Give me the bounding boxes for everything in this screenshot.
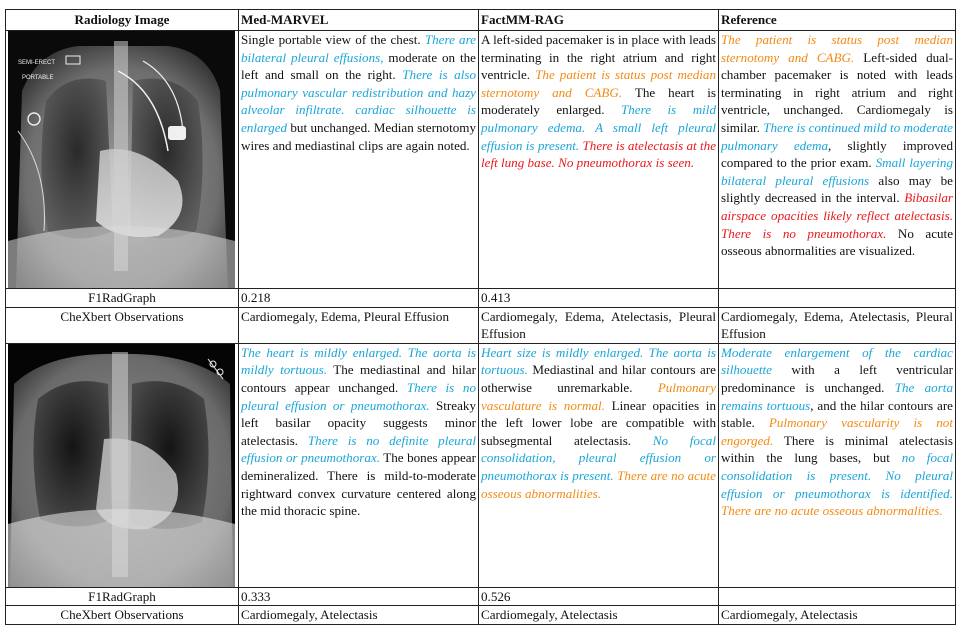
- report-segment-cyan: no focal consolidation is present. No pleural effusion or pneumothorax is identified.: [721, 450, 953, 501]
- report-segment-red: There is atelectasis at the left lung base. No pneumothorax is seen.: [481, 137, 717, 171]
- case1-reference-report: [719, 31, 956, 289]
- case2-f1-label: F1RadGraph: [6, 587, 239, 606]
- case2-chexbert-reference: Cardiomegaly, Atelectasis: [719, 606, 956, 625]
- header-med-marvel: Med-MARVEL: [239, 10, 479, 31]
- case1-chexbert-med-marvel: Cardiomegaly, Edema, Pleural Effusion: [239, 307, 479, 343]
- report-segment-cyan: Moderate enlargement of the cardiac silhouette: [721, 344, 953, 378]
- case2-factmm-rag-report: [479, 343, 719, 587]
- report-segment-cyan: There is continued mild to moderate pulmonary edema: [721, 119, 953, 153]
- report-segment-plain: There is minimal atelectasis within the lung bases, but: [721, 432, 953, 466]
- report-segment-plain: A left-sided pacemaker is in place with leads terminating in the right atrium and right ventricle.: [481, 32, 716, 83]
- case2-chexbert-factmm-rag: Cardiomegaly, Atelectasis: [479, 606, 719, 625]
- case1-f1-med-marvel: 0.218: [239, 289, 479, 308]
- case2-med-marvel-report: [239, 343, 479, 587]
- case2-chexbert-row: [6, 606, 956, 625]
- report-segment-plain: moderate on the left and small on the right.: [241, 49, 476, 83]
- report-segment-orange: There are no acute osseous abnormalities.: [481, 467, 716, 501]
- case2-chexbert-med-marvel: Cardiomegaly, Atelectasis: [239, 606, 479, 625]
- case1-chest-xray-image: [8, 31, 235, 288]
- report-segment-cyan: Small layering bilateral pleural effusions: [721, 155, 954, 188]
- report-segment-orange: Pulmonary vasculature is normal.: [481, 379, 716, 413]
- case2-f1-med-marvel: 0.333: [239, 587, 479, 606]
- case1-f1-reference: [719, 289, 956, 308]
- report-segment-orange: There are no acute osseous abnormalities.: [721, 503, 943, 519]
- report-segment-plain: but unchanged. Median sternotomy wires and mediastinal clips are again noted.: [241, 119, 476, 153]
- report-segment-plain: The heart is moderately enlarged.: [481, 84, 717, 118]
- case1-f1-factmm-rag: 0.413: [479, 289, 719, 308]
- report-segment-cyan: There is no definite pleural effusion or pneumothorax.: [241, 432, 476, 466]
- report-segment-plain: Left-sided dual-chamber pacemaker is noted with leads terminating in right atrium and right ventricle, unchanged. Cardiomegaly is similar.: [721, 49, 953, 135]
- case1-chexbert-label: CheXbert Observations: [6, 307, 239, 343]
- report-segment-plain: Linear opacities in the left lower lobe are compatible with subsegmental atelectasis.: [481, 397, 716, 448]
- comparison-table: [5, 9, 956, 625]
- report-segment-plain: No acute osseous abnormalities are visualized.: [721, 225, 954, 259]
- case2-chest-xray-image: [8, 344, 235, 587]
- report-segment-orange: The patient is status post median sternotomy and CABG.: [721, 32, 953, 65]
- case1-chexbert-factmm-rag: Cardiomegaly, Edema, Atelectasis, Pleural Effusion: [479, 307, 719, 343]
- header-radiology-image: Radiology Image: [6, 10, 239, 31]
- report-segment-cyan: Heart size is mildly enlarged. The aorta is tortuous.: [481, 344, 716, 378]
- report-segment-plain: The mediastinal and hilar contours appear unchanged.: [241, 362, 476, 395]
- case1-report-row: [6, 31, 956, 289]
- report-segment-cyan: No focal consolidation, pleural effusion or pneumothorax is present.: [481, 432, 716, 483]
- report-segment-plain: The bones appear demineralized. There is mild-to-moderate rightward convex curvature centered along the mid thoracic spine.: [241, 450, 476, 519]
- case1-med-marvel-report: [239, 31, 479, 289]
- case1-xray-label-portable: PORTABLE: [22, 75, 54, 81]
- case2-chexbert-label: CheXbert Observations: [6, 606, 239, 625]
- report-segment-cyan: The heart is mildly enlarged. The aorta is mildly tortuous.: [241, 344, 476, 378]
- header-factmm-rag: FactMM-RAG: [479, 10, 719, 31]
- report-segment-plain: also may be slightly decreased in the interval.: [721, 172, 953, 206]
- report-segment-plain: with a left ventricular predominance is unchanged.: [721, 362, 953, 395]
- case1-image-cell: [6, 31, 239, 289]
- report-segment-cyan: There are bilateral pleural effusions,: [241, 32, 476, 65]
- case2-f1-row: [6, 587, 956, 606]
- report-segment-cyan: There is mild pulmonary edema. A small left pleural effusion is present.: [481, 102, 716, 153]
- header-reference: Reference: [719, 10, 956, 31]
- report-segment-plain: Single portable view of the chest.: [241, 32, 425, 47]
- report-segment-plain: , slightly improved compared to the prior exam.: [721, 137, 953, 171]
- case1-f1-row: [6, 289, 956, 308]
- report-segment-cyan: There is no pleural effusion or pneumothorax.: [241, 379, 477, 413]
- report-segment-orange: Pulmonary vascularity is not engorged.: [721, 415, 953, 448]
- report-segment-plain: Streaky left basilar opacity suggests minor atelectasis.: [241, 397, 476, 448]
- case1-xray-label-semi-erect: SEMI-ERECT: [18, 60, 56, 66]
- header-row: [6, 10, 956, 31]
- report-segment-cyan: There is also pulmonary vascular redistribution and hazy alveolar infiltrate. cardiac silhouette is enlarged: [241, 67, 476, 135]
- case2-image-cell: [6, 343, 239, 587]
- report-segment-plain: , and the hilar contours are stable.: [721, 397, 953, 431]
- case2-f1-factmm-rag: 0.526: [479, 587, 719, 606]
- case2-f1-reference: [719, 587, 956, 606]
- case1-chexbert-row: [6, 307, 956, 343]
- case1-factmm-rag-report: [479, 31, 719, 289]
- case2-reference-report: [719, 343, 956, 587]
- case1-chexbert-reference: Cardiomegaly, Edema, Atelectasis, Pleural Effusion: [719, 307, 956, 343]
- report-segment-red: Bibasilar airspace opacities likely reflect atelectasis. There is no pneumothorax.: [721, 190, 953, 241]
- report-segment-orange: The patient is status post median sternotomy and CABG.: [481, 67, 716, 100]
- report-segment-plain: Mediastinal and hilar contours are otherwise unremarkable.: [481, 362, 716, 395]
- case2-report-row: [6, 343, 956, 587]
- report-segment-cyan: The aorta remains tortuous: [721, 379, 953, 413]
- case1-f1-label: F1RadGraph: [6, 289, 239, 308]
